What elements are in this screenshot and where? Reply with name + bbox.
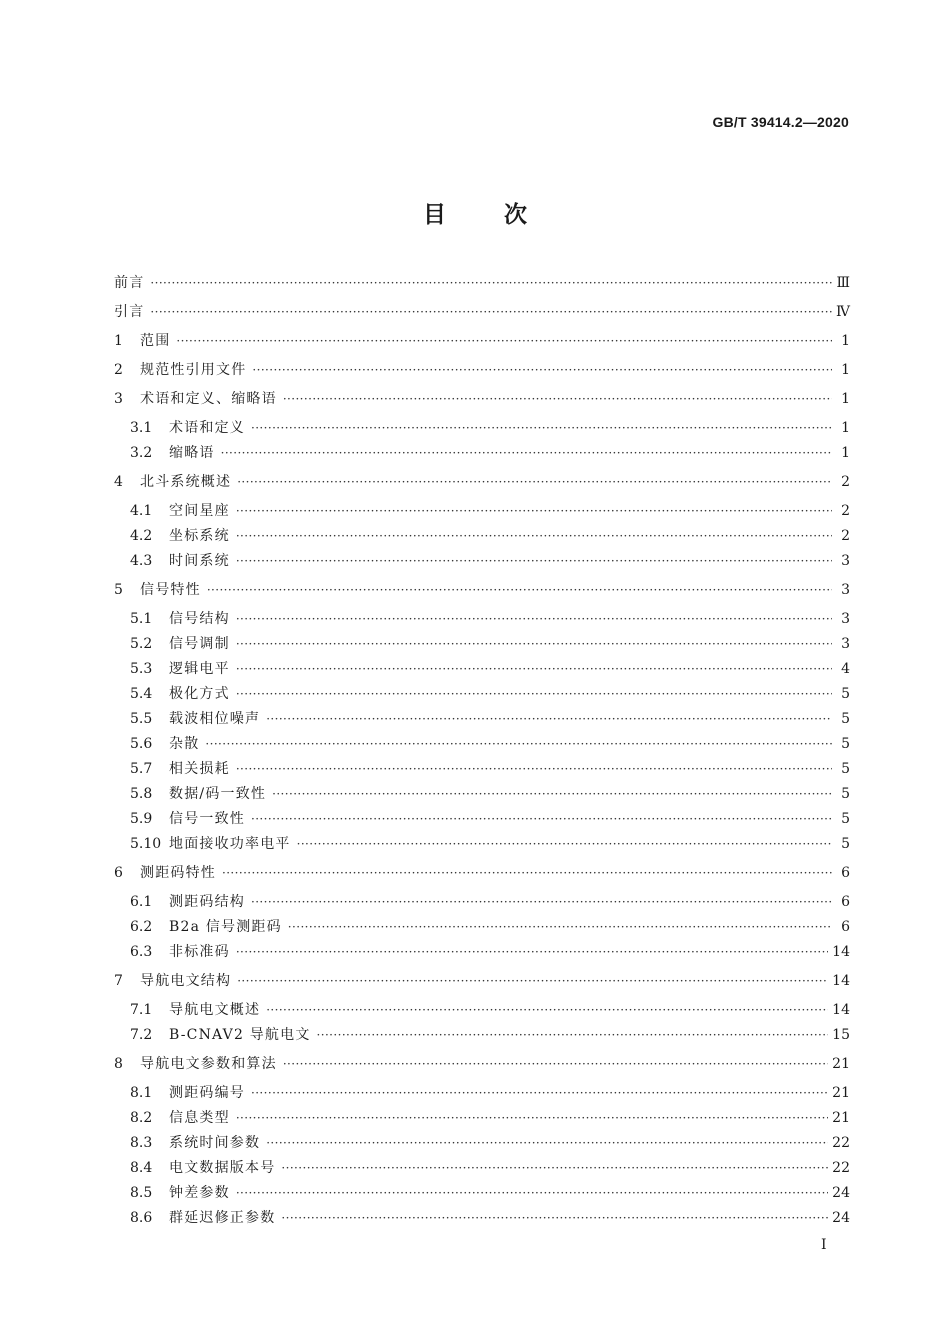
toc-entry-label: 测距码结构 bbox=[169, 894, 245, 910]
toc-entry-label: 地面接收功率电平 bbox=[169, 836, 291, 852]
toc-entry-number: 2 bbox=[114, 362, 123, 378]
toc-entry[interactable] bbox=[130, 1180, 850, 1206]
toc-entry-label: 信息类型 bbox=[169, 1110, 230, 1126]
toc-entry[interactable] bbox=[130, 606, 850, 632]
toc-entry-number: 5.4 bbox=[130, 686, 153, 702]
toc-leader-dots bbox=[236, 756, 832, 782]
toc-entry-label: 规范性引用文件 bbox=[140, 362, 247, 378]
toc-entry-number: 5.1 bbox=[130, 611, 153, 627]
toc-entry-page: 5 bbox=[841, 761, 850, 777]
toc-entry-label: 测距码编号 bbox=[169, 1085, 245, 1101]
toc-leader-dots bbox=[283, 386, 832, 412]
toc-leader-dots bbox=[236, 548, 832, 574]
toc-leader-dots bbox=[236, 606, 832, 632]
toc-entry-label: 数据/码一致性 bbox=[169, 786, 267, 802]
toc-entry[interactable] bbox=[130, 939, 850, 965]
toc-entry-page: 4 bbox=[841, 661, 850, 677]
toc-leader-dots bbox=[236, 523, 832, 549]
toc-entry-page: 1 bbox=[841, 362, 850, 378]
toc-entry-number: 4.3 bbox=[130, 553, 153, 569]
toc-entry[interactable] bbox=[114, 1051, 850, 1077]
toc-entry-number: 7 bbox=[114, 973, 123, 989]
toc-entry[interactable] bbox=[130, 631, 850, 657]
toc-entry-label: 导航电文概述 bbox=[169, 1002, 261, 1018]
toc-entry[interactable] bbox=[130, 656, 850, 682]
toc-entry[interactable] bbox=[130, 1205, 850, 1231]
toc-entry-number: 7.2 bbox=[130, 1027, 153, 1043]
toc-entry[interactable] bbox=[130, 498, 850, 524]
toc-entry[interactable] bbox=[114, 860, 850, 886]
toc-entry-label: 术语和定义、缩略语 bbox=[140, 391, 277, 407]
toc-entry-label: 测距码特性 bbox=[140, 865, 216, 881]
toc-entry-number: 5.3 bbox=[130, 661, 153, 677]
toc-entry-number: 6.3 bbox=[130, 944, 153, 960]
toc-leader-dots bbox=[221, 440, 832, 466]
toc-leader-dots bbox=[236, 939, 828, 965]
toc-leader-dots bbox=[252, 357, 832, 383]
toc-entry-page: 3 bbox=[841, 582, 850, 598]
toc-entry-label: 范围 bbox=[140, 333, 171, 349]
toc-entry-page: 6 bbox=[841, 894, 850, 910]
toc-entry-number: 6.1 bbox=[130, 894, 153, 910]
toc-entry[interactable] bbox=[114, 270, 850, 296]
toc-entry-page: 6 bbox=[841, 865, 850, 881]
toc-leader-dots bbox=[297, 831, 832, 857]
toc-leader-dots bbox=[222, 860, 832, 886]
page-title bbox=[0, 196, 950, 229]
toc-entry-number: 5.8 bbox=[130, 786, 153, 802]
toc-entry-number: 4.1 bbox=[130, 503, 153, 519]
toc-entry-number: 5.7 bbox=[130, 761, 153, 777]
toc-entry-page: 5 bbox=[841, 711, 850, 727]
toc-entry[interactable] bbox=[130, 523, 850, 549]
toc-entry-label: 系统时间参数 bbox=[169, 1135, 261, 1151]
toc-leader-dots bbox=[272, 781, 832, 807]
toc-entry[interactable] bbox=[130, 1155, 850, 1181]
toc-entry-page: 21 bbox=[832, 1056, 850, 1072]
toc-entry-page: 1 bbox=[841, 391, 850, 407]
toc-entry[interactable] bbox=[114, 328, 850, 354]
toc-entry-page: 15 bbox=[832, 1027, 850, 1043]
toc-entry[interactable] bbox=[114, 577, 850, 603]
toc-entry-page: 22 bbox=[832, 1160, 850, 1176]
toc-entry-label: 时间系统 bbox=[169, 553, 230, 569]
toc-entry-label: 坐标系统 bbox=[169, 528, 230, 544]
toc-entry-number: 8.5 bbox=[130, 1185, 153, 1201]
toc-leader-dots bbox=[288, 914, 832, 940]
toc-entry-label: 电文数据版本号 bbox=[169, 1160, 276, 1176]
toc-entry-page: 3 bbox=[841, 611, 850, 627]
toc-entry[interactable] bbox=[130, 1022, 850, 1048]
toc-entry-page: 24 bbox=[832, 1185, 850, 1201]
toc-entry-label: 载波相位噪声 bbox=[169, 711, 261, 727]
toc-entry[interactable] bbox=[130, 831, 850, 857]
toc-entry-page: 6 bbox=[841, 919, 850, 935]
toc-entry-number: 5.10 bbox=[130, 836, 162, 852]
toc-entry-page: 5 bbox=[841, 686, 850, 702]
toc-entry-page: 21 bbox=[832, 1110, 850, 1126]
toc-entry[interactable] bbox=[130, 1130, 850, 1156]
page-title-part2: 次 bbox=[504, 202, 527, 228]
toc-entry-page: 5 bbox=[841, 811, 850, 827]
toc-leader-dots bbox=[176, 328, 832, 354]
toc-entry-page: Ⅳ bbox=[836, 304, 850, 320]
toc-entry[interactable] bbox=[130, 889, 850, 915]
footer-page-number: I bbox=[821, 1237, 827, 1253]
standard-code: GB/T 39414.2—2020 bbox=[712, 114, 849, 130]
toc-entry[interactable] bbox=[130, 806, 850, 832]
toc-entry-label: 钟差参数 bbox=[169, 1185, 230, 1201]
toc-entry-label: 信号一致性 bbox=[169, 811, 245, 827]
toc-entry[interactable] bbox=[114, 357, 850, 383]
toc-entry-number: 8.1 bbox=[130, 1085, 153, 1101]
toc-entry-page: 5 bbox=[841, 736, 850, 752]
toc-entry-page: 5 bbox=[841, 786, 850, 802]
toc-entry[interactable] bbox=[130, 756, 850, 782]
toc-leader-dots bbox=[251, 1080, 828, 1106]
toc-leader-dots bbox=[236, 681, 832, 707]
toc-leader-dots bbox=[266, 1130, 828, 1156]
toc-entry-page: 2 bbox=[841, 503, 850, 519]
toc-entry[interactable] bbox=[114, 299, 850, 325]
toc-entry[interactable] bbox=[130, 415, 850, 441]
toc-leader-dots bbox=[281, 1155, 828, 1181]
toc-leader-dots bbox=[237, 968, 828, 994]
toc-leader-dots bbox=[205, 731, 832, 757]
toc-entry-page: 1 bbox=[841, 333, 850, 349]
toc-leader-dots bbox=[317, 1022, 829, 1048]
toc-entry-label: 相关损耗 bbox=[169, 761, 230, 777]
toc-entry-number: 8.3 bbox=[130, 1135, 153, 1151]
toc-leader-dots bbox=[236, 498, 832, 524]
toc-leader-dots bbox=[281, 1205, 828, 1231]
toc-entry-label: B-CNAV2 导航电文 bbox=[169, 1027, 311, 1043]
toc-entry-number: 8.4 bbox=[130, 1160, 153, 1176]
toc-entry-number: 5.5 bbox=[130, 711, 153, 727]
toc-entry-number: 7.1 bbox=[130, 1002, 153, 1018]
toc-entry-label: 空间星座 bbox=[169, 503, 230, 519]
toc-entry-label: 极化方式 bbox=[169, 686, 230, 702]
toc-entry-page: 2 bbox=[841, 528, 850, 544]
toc-entry[interactable] bbox=[130, 731, 850, 757]
toc-entry[interactable] bbox=[130, 997, 850, 1023]
toc-entry-label: 导航电文结构 bbox=[140, 973, 232, 989]
toc-entry[interactable] bbox=[130, 914, 850, 940]
toc-leader-dots bbox=[266, 997, 828, 1023]
toc-entry-number: 5 bbox=[114, 582, 123, 598]
toc-leader-dots bbox=[251, 889, 832, 915]
toc-leader-dots bbox=[150, 270, 832, 296]
toc-entry-page: 2 bbox=[841, 474, 850, 490]
toc-entry-number: 6 bbox=[114, 865, 123, 881]
toc-entry-number: 4.2 bbox=[130, 528, 153, 544]
toc-leader-dots bbox=[236, 631, 832, 657]
toc-entry-label: 信号结构 bbox=[169, 611, 230, 627]
toc-leader-dots bbox=[236, 656, 832, 682]
toc-entry-label: 信号特性 bbox=[140, 582, 201, 598]
toc-entry-label: 导航电文参数和算法 bbox=[140, 1056, 277, 1072]
toc-entry-label: 群延迟修正参数 bbox=[169, 1210, 276, 1226]
toc-entry-number: 8 bbox=[114, 1056, 123, 1072]
toc-entry-number: 1 bbox=[114, 333, 123, 349]
toc-entry-number: 8.6 bbox=[130, 1210, 153, 1226]
toc-entry-number: 8.2 bbox=[130, 1110, 153, 1126]
toc-entry-label: 缩略语 bbox=[169, 445, 215, 461]
toc-entry[interactable] bbox=[130, 681, 850, 707]
toc-leader-dots bbox=[283, 1051, 828, 1077]
toc-entry-label: 信号调制 bbox=[169, 636, 230, 652]
toc-entry-page: 14 bbox=[832, 973, 850, 989]
toc-leader-dots bbox=[236, 1180, 828, 1206]
toc-entry-number: 3.2 bbox=[130, 445, 153, 461]
toc-leader-dots bbox=[207, 577, 832, 603]
toc-entry-number: 5.2 bbox=[130, 636, 153, 652]
toc-entry-label: B2a 信号测距码 bbox=[169, 919, 282, 935]
toc-entry[interactable] bbox=[130, 781, 850, 807]
toc-entry-page: 21 bbox=[832, 1085, 850, 1101]
toc-entry-number: 3 bbox=[114, 391, 123, 407]
toc-entry-label: 非标准码 bbox=[169, 944, 230, 960]
toc-entry-number: 5.9 bbox=[130, 811, 153, 827]
toc-entry-page: 1 bbox=[841, 445, 850, 461]
toc-leader-dots bbox=[236, 1105, 828, 1131]
toc-entry-label: 术语和定义 bbox=[169, 420, 245, 436]
toc-entry-page: 5 bbox=[841, 836, 850, 852]
toc-entry-page: 22 bbox=[832, 1135, 850, 1151]
toc-entry[interactable] bbox=[130, 1080, 850, 1106]
toc-entry-page: Ⅲ bbox=[836, 275, 850, 291]
toc-entry-label: 北斗系统概述 bbox=[140, 474, 232, 490]
page-title-part1: 目 bbox=[423, 202, 446, 228]
toc-entry-number: 5.6 bbox=[130, 736, 153, 752]
toc-entry[interactable] bbox=[114, 386, 850, 412]
toc-leader-dots bbox=[266, 706, 832, 732]
toc-entry[interactable] bbox=[114, 469, 850, 495]
toc-entry-number: 3.1 bbox=[130, 420, 153, 436]
toc-entry[interactable] bbox=[130, 706, 850, 732]
toc-entry-page: 24 bbox=[832, 1210, 850, 1226]
toc-entry-page: 1 bbox=[841, 420, 850, 436]
toc-leader-dots bbox=[237, 469, 832, 495]
toc-leader-dots bbox=[150, 299, 832, 325]
toc-entry-number: 4 bbox=[114, 474, 123, 490]
toc-entry-page: 14 bbox=[832, 944, 850, 960]
toc-entry[interactable] bbox=[130, 1105, 850, 1131]
toc-leader-dots bbox=[251, 415, 832, 441]
toc-entry-number: 6.2 bbox=[130, 919, 153, 935]
toc-entry[interactable] bbox=[130, 548, 850, 574]
toc-entry-label: 逻辑电平 bbox=[169, 661, 230, 677]
toc-entry[interactable] bbox=[114, 968, 850, 994]
toc-entry-page: 3 bbox=[841, 553, 850, 569]
toc-entry-page: 14 bbox=[832, 1002, 850, 1018]
toc-entry-label: 前言 bbox=[114, 275, 145, 291]
toc-entry-label: 引言 bbox=[114, 304, 145, 320]
toc-entry-label: 杂散 bbox=[169, 736, 200, 752]
toc-leader-dots bbox=[251, 806, 832, 832]
toc-entry-page: 3 bbox=[841, 636, 850, 652]
toc-entry[interactable] bbox=[130, 440, 850, 466]
